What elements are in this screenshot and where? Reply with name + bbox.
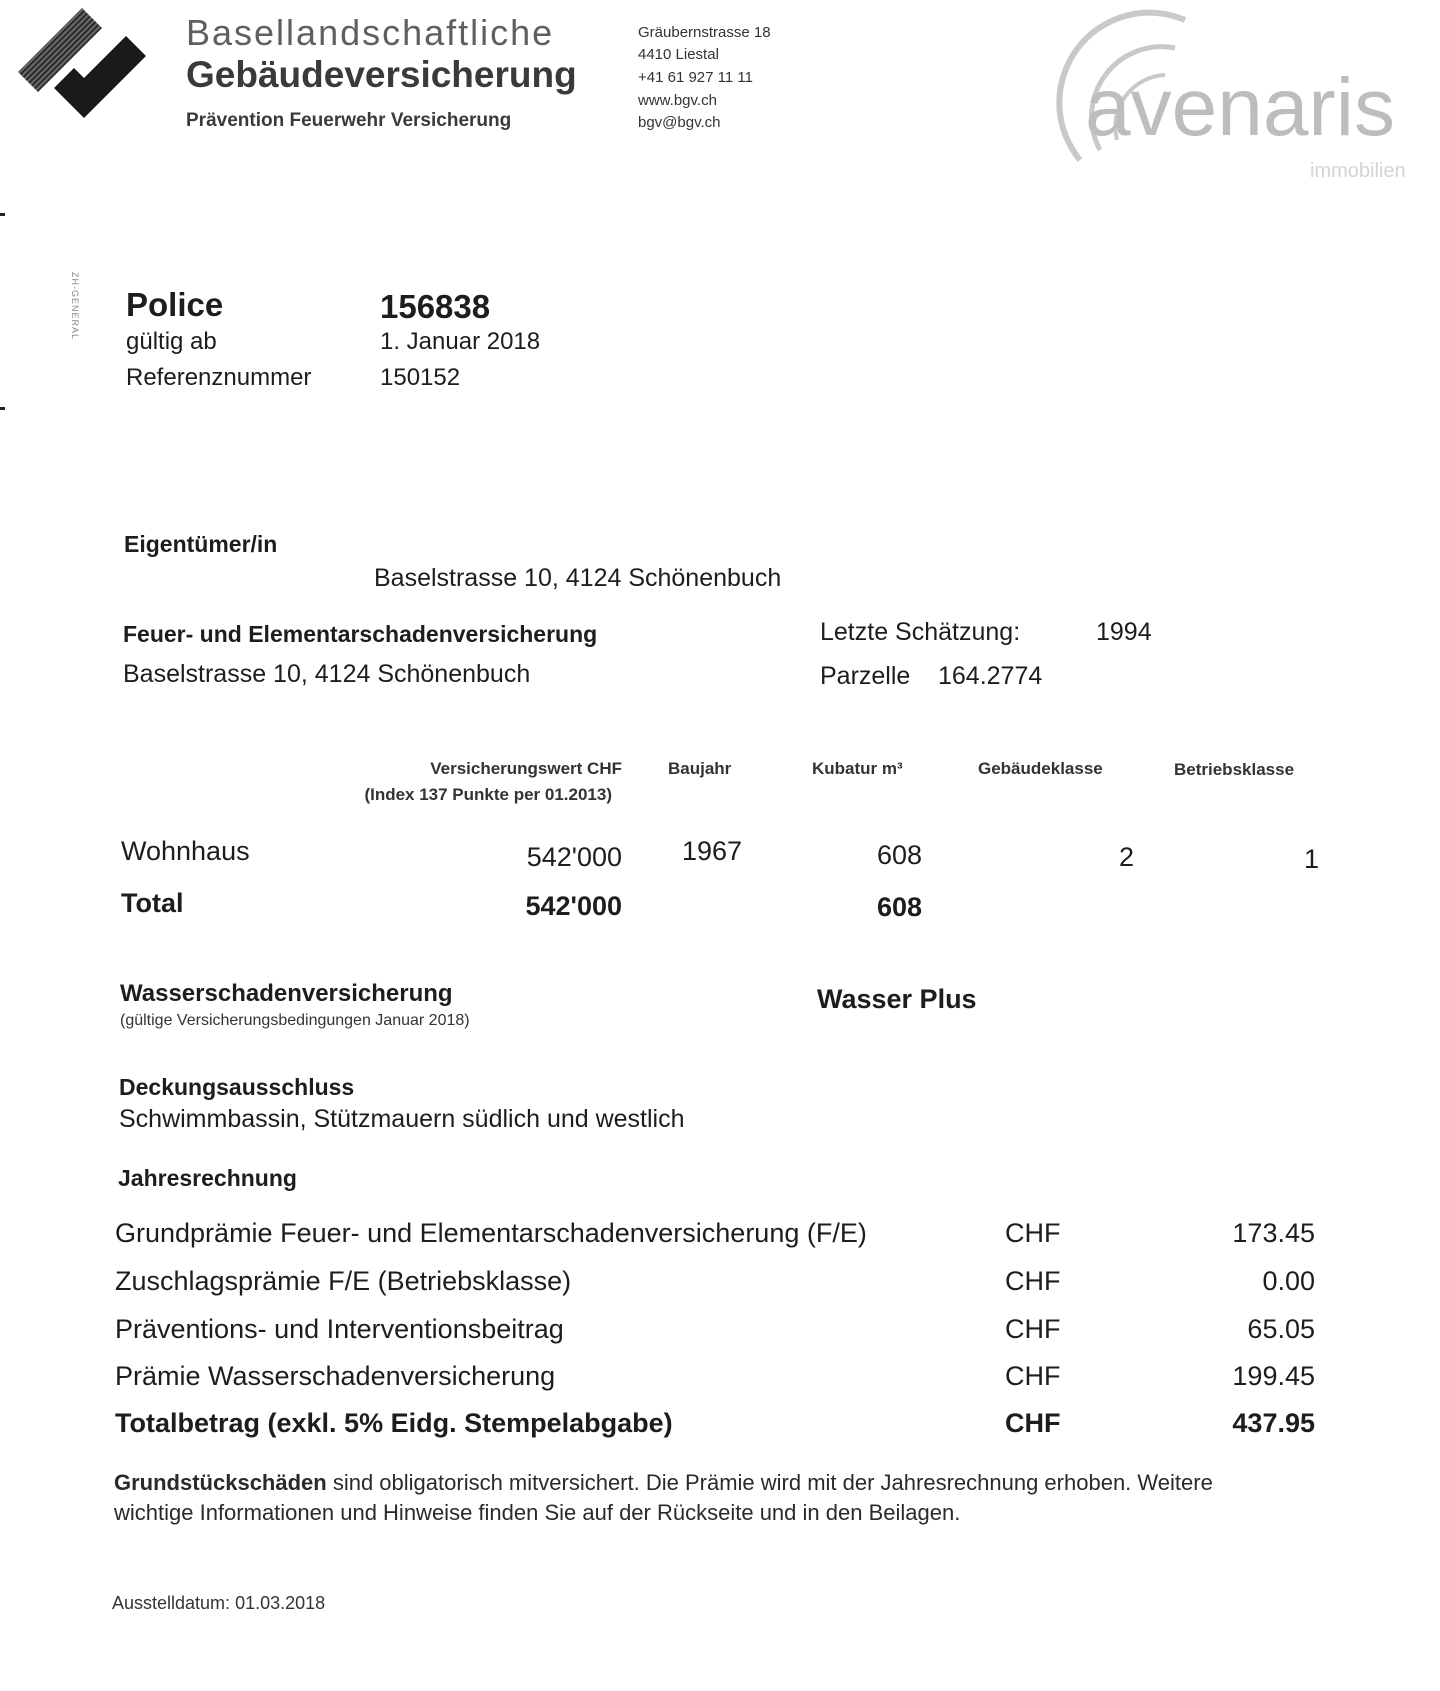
issue-date-line bbox=[112, 1593, 325, 1614]
billing-total-amount: 437.95 bbox=[1232, 1408, 1315, 1438]
margin-mark bbox=[0, 407, 5, 410]
total-label: Total bbox=[121, 888, 184, 918]
billing-row bbox=[115, 1218, 1315, 1258]
org-name-line1: Basellandschaftliche bbox=[186, 12, 555, 53]
billing-row bbox=[115, 1314, 1315, 1354]
org-name-line2: Gebäudeversicherung bbox=[186, 54, 577, 95]
coverage-note bbox=[114, 1468, 1244, 1528]
billing-currency: CHF bbox=[1005, 1361, 1061, 1391]
note-text: sind obligatorisch mitversichert. Die Prämie wird mit der Jahresrechnung erhoben. Weitere wichtige Informationen und Hinweise finden Sie auf der Rückseite und in den Beilagen. bbox=[114, 1470, 1213, 1525]
total-volume: 608 bbox=[876, 892, 922, 922]
billing-label: Grundprämie Feuer- und Elementarschadenversicherung (F/E) bbox=[115, 1218, 867, 1248]
bgv-checkmark-icon bbox=[18, 2, 148, 132]
billing-currency: CHF bbox=[1005, 1218, 1061, 1248]
address-street: Gräubernstrasse 18 bbox=[638, 24, 771, 41]
reference-number: 150152 bbox=[380, 364, 461, 391]
water-product: Wasser Plus bbox=[817, 984, 977, 1014]
fire-insurance-title: Feuer- und Elementarschadenversicherung bbox=[123, 621, 598, 647]
row-year: 1967 bbox=[682, 836, 743, 866]
address-email: bgv@bgv.ch bbox=[638, 114, 721, 131]
billing-amount: 199.45 bbox=[1232, 1361, 1315, 1391]
billing-currency: CHF bbox=[1005, 1266, 1061, 1296]
fire-insurance-address: Baselstrasse 10, 4124 Schönenbuch bbox=[123, 660, 531, 688]
parcel-number: 164.2774 bbox=[938, 662, 1043, 690]
header-year-built: Baujahr bbox=[668, 759, 732, 778]
billing-title: Jahresrechnung bbox=[118, 1165, 297, 1191]
exclusion-text: Schwimmbassin, Stützmauern südlich und westlich bbox=[119, 1105, 685, 1133]
billing-total-row bbox=[115, 1408, 1315, 1448]
last-estimate-year: 1994 bbox=[1096, 618, 1152, 646]
avenaris-sub: immobilien bbox=[1310, 160, 1406, 182]
address-city: 4410 Liestal bbox=[638, 46, 719, 63]
row-operating-class: 1 bbox=[1303, 844, 1319, 874]
valid-label: gültig ab bbox=[126, 328, 217, 355]
header-operating-class: Betriebsklasse bbox=[1174, 760, 1295, 779]
police-label: Police bbox=[126, 286, 224, 323]
billing-label: Zuschlagsprämie F/E (Betriebsklasse) bbox=[115, 1266, 572, 1296]
side-note: ZH-GENERAL bbox=[70, 272, 80, 341]
address-web: www.bgv.ch bbox=[638, 92, 717, 109]
avenaris-logo bbox=[1005, 0, 1435, 190]
header-insured-value-note: (Index 137 Punkte per 01.2013) bbox=[364, 785, 612, 804]
address-phone: +41 61 927 11 11 bbox=[638, 69, 753, 86]
owner-title: Eigentümer/in bbox=[124, 531, 278, 557]
police-number: 156838 bbox=[380, 288, 491, 325]
avenaris-wordmark: avenaris bbox=[1085, 62, 1395, 153]
org-tagline: Prävention Feuerwehr Versicherung bbox=[186, 110, 512, 131]
valid-from: 1. Januar 2018 bbox=[380, 328, 541, 355]
exclusion-title: Deckungsausschluss bbox=[119, 1074, 355, 1100]
billing-currency: CHF bbox=[1005, 1314, 1061, 1344]
header-insured-value: Versicherungswert CHF bbox=[430, 759, 622, 778]
row-value: 542'000 bbox=[526, 842, 622, 872]
billing-amount: 65.05 bbox=[1247, 1314, 1315, 1344]
header-building-class: Gebäudeklasse bbox=[978, 759, 1103, 778]
billing-row bbox=[115, 1361, 1315, 1401]
billing-row bbox=[115, 1266, 1315, 1306]
row-building-class: 2 bbox=[1118, 842, 1134, 872]
billing-total-currency: CHF bbox=[1005, 1408, 1061, 1438]
owner-address: Baselstrasse 10, 4124 Schönenbuch bbox=[374, 564, 782, 592]
billing-label: Prämie Wasserschadenversicherung bbox=[115, 1361, 556, 1391]
parcel-label: Parzelle bbox=[820, 662, 911, 690]
row-name: Wohnhaus bbox=[121, 836, 250, 866]
last-estimate-label: Letzte Schätzung: bbox=[820, 618, 1021, 646]
water-insurance-subtitle: (gültige Versicherungsbedingungen Januar 2018) bbox=[120, 1012, 470, 1029]
row-volume: 608 bbox=[876, 840, 922, 870]
issue-label: Ausstelldatum: bbox=[112, 1593, 231, 1613]
billing-amount: 173.45 bbox=[1232, 1218, 1315, 1248]
total-value: 542'000 bbox=[525, 891, 622, 921]
note-lead: Grundstückschäden bbox=[114, 1470, 327, 1495]
water-insurance-title: Wasserschadenversicherung bbox=[120, 980, 453, 1007]
margin-mark bbox=[0, 213, 5, 216]
billing-amount: 0.00 bbox=[1262, 1266, 1315, 1296]
billing-label: Präventions- und Interventionsbeitrag bbox=[115, 1314, 564, 1344]
issue-date: 01.03.2018 bbox=[235, 1593, 326, 1613]
billing-total-label: Totalbetrag (exkl. 5% Eidg. Stempelabgabe) bbox=[115, 1408, 673, 1438]
reference-label: Referenznummer bbox=[126, 364, 312, 391]
header-volume: Kubatur m³ bbox=[812, 759, 903, 778]
